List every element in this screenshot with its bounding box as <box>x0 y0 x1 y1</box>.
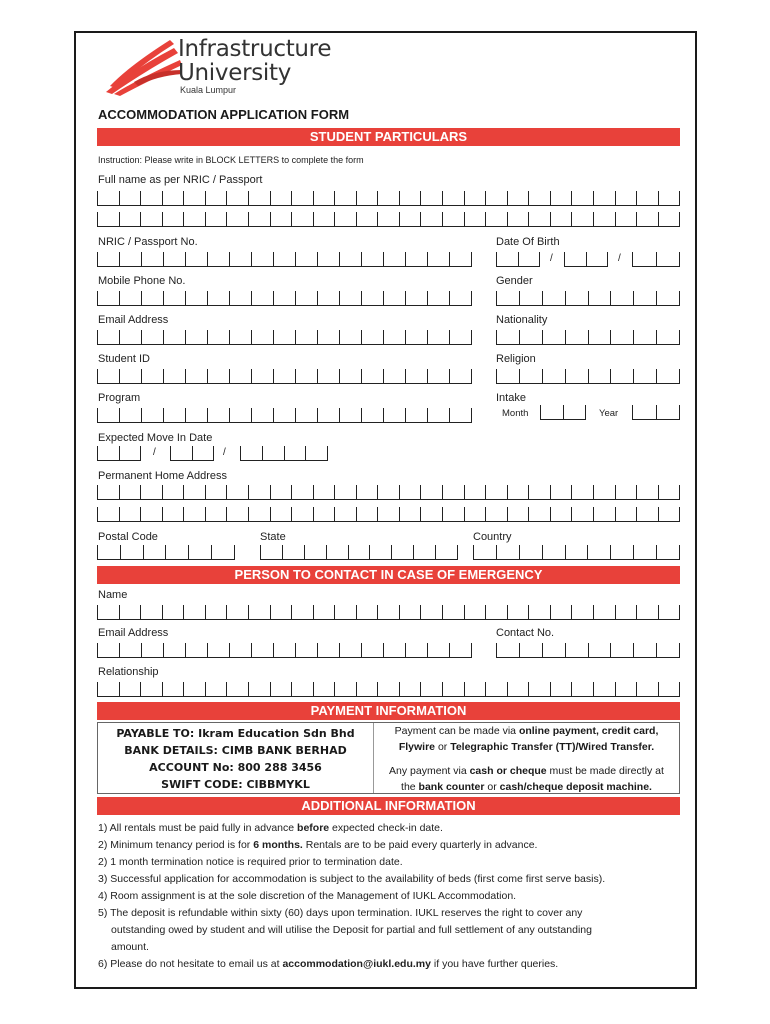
intake-month-label: Month <box>502 408 529 419</box>
full-name-boxes-row2[interactable] <box>97 212 680 226</box>
payment-methods-line1: Payment can be made via online payment, credit card, <box>394 725 659 737</box>
payment-methods-line2: Flywire or Telegraphic Transfer (TT)/Wired Transfer. <box>398 741 655 753</box>
payable-to: PAYABLE TO: Ikram Education Sdn Bhd <box>116 727 355 740</box>
intake-month-boxes[interactable] <box>540 405 586 419</box>
gender-label: Gender <box>496 275 533 287</box>
bank-details-panel <box>98 723 374 793</box>
rule-2: 2) Minimum tenancy period is for 6 months. Rentals are to be paid every quarterly in advance. <box>98 839 538 851</box>
payment-box <box>97 722 680 794</box>
payment-cash-line1: Any payment via cash or cheque must be made directly at <box>389 765 664 777</box>
logo-line3: Kuala Lumpur <box>180 85 237 95</box>
emergency-email-label: Email Address <box>98 627 169 639</box>
full-name-boxes-row1[interactable] <box>97 191 680 205</box>
move-in-label: Expected Move In Date <box>98 432 213 444</box>
postal-code-boxes[interactable] <box>97 545 235 559</box>
payment-methods-panel <box>374 723 679 795</box>
country-boxes[interactable] <box>473 545 680 559</box>
student-id-boxes[interactable] <box>97 369 472 383</box>
book-wings-icon <box>104 36 184 98</box>
section-student-particulars: STUDENT PARTICULARS <box>97 128 680 146</box>
state-boxes[interactable] <box>260 545 458 559</box>
dob-month-boxes[interactable] <box>564 252 608 266</box>
home-address-boxes-row2[interactable] <box>97 507 680 521</box>
section-emergency-contact: PERSON TO CONTACT IN CASE OF EMERGENCY <box>97 566 680 584</box>
home-address-boxes-row1[interactable] <box>97 485 680 499</box>
rule-3: 2) 1 month termination notice is required prior to termination date. <box>98 856 403 868</box>
religion-label: Religion <box>496 353 536 365</box>
emergency-name-label: Name <box>98 589 128 601</box>
payment-cash-line2: the bank counter or cash/cheque deposit machine. <box>401 781 652 793</box>
rule-4: 3) Successful application for accommodation is subject to the availability of beds (first come first serve basis). <box>98 873 606 885</box>
full-name-label: Full name as per NRIC / Passport <box>98 174 263 186</box>
rule-1: 1) All rentals must be paid fully in advance before expected check-in date. <box>98 822 443 834</box>
rule-6-line3: amount. <box>111 941 149 953</box>
emergency-contact-label: Contact No. <box>496 627 555 639</box>
program-boxes[interactable] <box>97 408 472 422</box>
swift-code: SWIFT CODE: CIBBMYKL <box>161 778 310 791</box>
gender-boxes[interactable] <box>496 291 680 305</box>
relationship-label: Relationship <box>98 666 159 678</box>
nationality-label: Nationality <box>496 314 548 326</box>
emergency-email-boxes[interactable] <box>97 643 472 657</box>
mobile-boxes[interactable] <box>97 291 472 305</box>
nric-boxes[interactable] <box>97 252 472 266</box>
mobile-label: Mobile Phone No. <box>98 275 186 287</box>
nationality-boxes[interactable] <box>496 330 680 344</box>
move-in-day-boxes[interactable] <box>97 446 141 460</box>
university-logo <box>104 36 344 98</box>
intake-year-label: Year <box>599 408 619 419</box>
rule-6-line1: 5) The deposit is refundable within sixty (60) days upon termination. IUKL reserves the right to cover any <box>98 907 583 919</box>
contact-email-link[interactable]: accommodation@iukl.edu.my <box>282 958 431 970</box>
section-additional-information: ADDITIONAL INFORMATION <box>97 797 680 815</box>
postal-code-label: Postal Code <box>98 531 158 543</box>
section-payment-information: PAYMENT INFORMATION <box>97 702 680 720</box>
nric-label: NRIC / Passport No. <box>98 236 198 248</box>
dob-slash-1: / <box>550 253 553 264</box>
move-in-month-boxes[interactable] <box>170 446 214 460</box>
emergency-name-boxes[interactable] <box>97 605 680 619</box>
emergency-contact-boxes[interactable] <box>496 643 680 657</box>
logo-line2: University <box>178 60 292 86</box>
state-label: State <box>260 531 286 543</box>
rule-5: 4) Room assignment is at the sole discretion of the Management of IUKL Accommodation. <box>98 890 517 902</box>
program-label: Program <box>98 392 141 404</box>
account-number: ACCOUNT No: 800 288 3456 <box>149 761 322 774</box>
instruction-text: Instruction: Please write in BLOCK LETTERS to complete the form <box>98 155 364 165</box>
form-title: ACCOMMODATION APPLICATION FORM <box>98 107 350 122</box>
dob-label: Date Of Birth <box>496 236 560 248</box>
country-label: Country <box>473 531 512 543</box>
bank-details: BANK DETAILS: CIMB BANK BERHAD <box>124 744 347 757</box>
religion-boxes[interactable] <box>496 369 680 383</box>
relationship-boxes[interactable] <box>97 682 680 696</box>
email-label: Email Address <box>98 314 169 326</box>
rule-7: 6) Please do not hesitate to email us at accommodation@iukl.edu.my if you have further queries. <box>98 958 559 970</box>
move-in-slash-2: / <box>223 447 226 458</box>
home-address-label: Permanent Home Address <box>98 470 228 482</box>
student-id-label: Student ID <box>98 353 150 365</box>
dob-slash-2: / <box>618 253 621 264</box>
logo-line1: Infrastructure <box>178 36 332 62</box>
intake-year-boxes[interactable] <box>632 405 680 419</box>
rule-6-line2: outstanding owed by student and will utilise the Deposit for partial and full settlement of any outstanding <box>111 924 592 936</box>
dob-day-boxes[interactable] <box>496 252 540 266</box>
email-boxes[interactable] <box>97 330 472 344</box>
intake-label: Intake <box>496 392 526 404</box>
move-in-year-boxes[interactable] <box>240 446 328 460</box>
move-in-slash-1: / <box>153 447 156 458</box>
dob-year-boxes[interactable] <box>632 252 680 266</box>
